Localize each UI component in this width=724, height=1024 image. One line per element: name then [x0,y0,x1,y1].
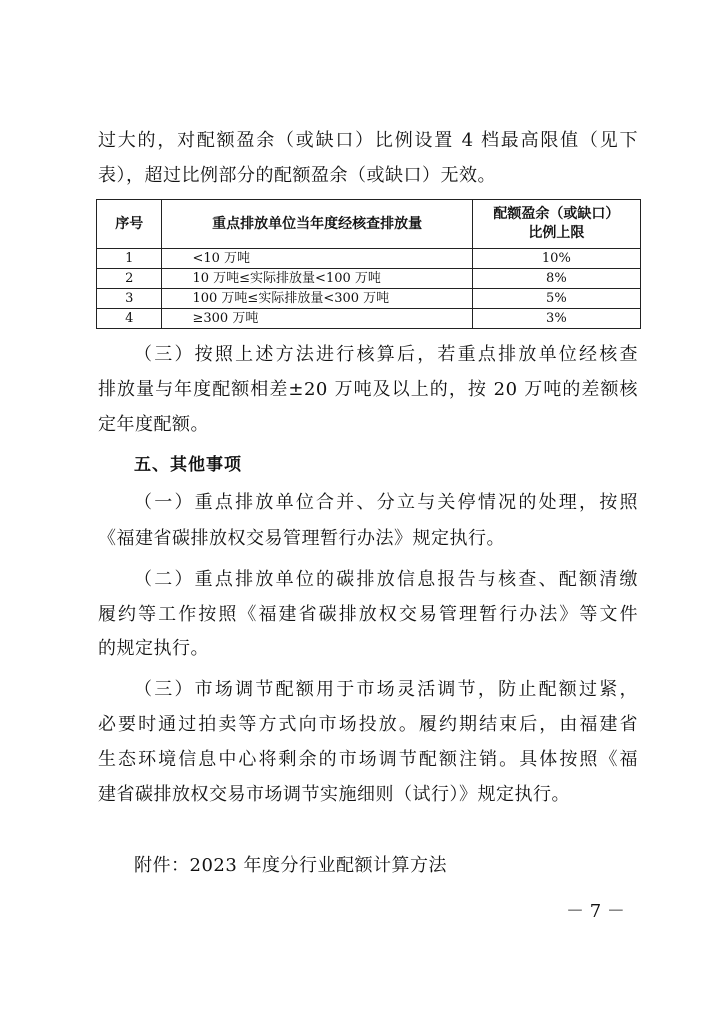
header-limit [472,200,640,249]
cell-emission: <10 万吨 [162,249,472,269]
item2-line-1: （二）重点排放单位的碳排放信息报告与核查、配额清缴 [134,569,638,590]
para3-line-2: 排放量与年度配额相差±20 万吨及以上的，按 20 万吨的差额核 [98,379,638,400]
table-header-row [97,200,641,249]
item3-line-4: 建省碳排放权交易市场调节实施细则（试行）》规定执行。 [98,784,570,805]
cell-limit: 10% [472,249,640,269]
item1-line-2: 《福建省碳排放权交易管理暂行办法》规定执行。 [98,528,505,549]
header-limit-line-2: 比例上限 [528,225,585,241]
cell-limit: 3% [472,309,640,329]
item1-line-1: （一）重点排放单位合并、分立与关停情况的处理，按照 [134,492,638,513]
cell-serial: 4 [97,309,162,329]
quota-limit-table [96,199,641,329]
cell-limit: 5% [472,289,640,309]
header-emission: 重点排放单位当年度经核查排放量 [162,200,472,249]
page-number: － 7 － [566,901,625,922]
item3-line-2: 必要时通过拍卖等方式向市场投放。履约期结束后，由福建省 [98,714,638,735]
cell-serial: 3 [97,289,162,309]
item2-line-3: 的规定执行。 [98,638,209,659]
section-heading: 五、其他事项 [134,455,242,475]
cell-emission: 10 万吨≤实际排放量<100 万吨 [162,269,472,289]
intro-line-2: 表），超过比例部分的配额盈余（或缺口）无效。 [98,165,496,186]
item3-line-3: 生态环境信息中心将剩余的市场调节配额注销。具体按照《福 [98,749,638,770]
attachment-note: 附件：2023 年度分行业配额计算方法 [134,855,448,876]
item2-line-2: 履约等工作按照《福建省碳排放权交易管理暂行办法》等文件 [98,604,638,625]
cell-emission: 100 万吨≤实际排放量<300 万吨 [162,289,472,309]
table-row [97,309,641,329]
header-limit-line-1: 配额盈余（或缺口） [493,206,620,222]
header-serial: 序号 [97,200,162,249]
table-row [97,269,641,289]
cell-serial: 1 [97,249,162,269]
cell-limit: 8% [472,269,640,289]
para3-line-3: 定年度配额。 [98,414,209,435]
intro-line-1: 过大的，对配额盈余（或缺口）比例设置 4 档最高限值（见下 [98,130,638,151]
cell-serial: 2 [97,269,162,289]
table-row [97,289,641,309]
item3-line-1: （三）市场调节配额用于市场灵活调节，防止配额过紧， [134,679,638,700]
cell-emission: ≥300 万吨 [162,309,472,329]
para3-line-1: （三）按照上述方法进行核算后，若重点排放单位经核查 [134,344,638,365]
table-row [97,249,641,269]
